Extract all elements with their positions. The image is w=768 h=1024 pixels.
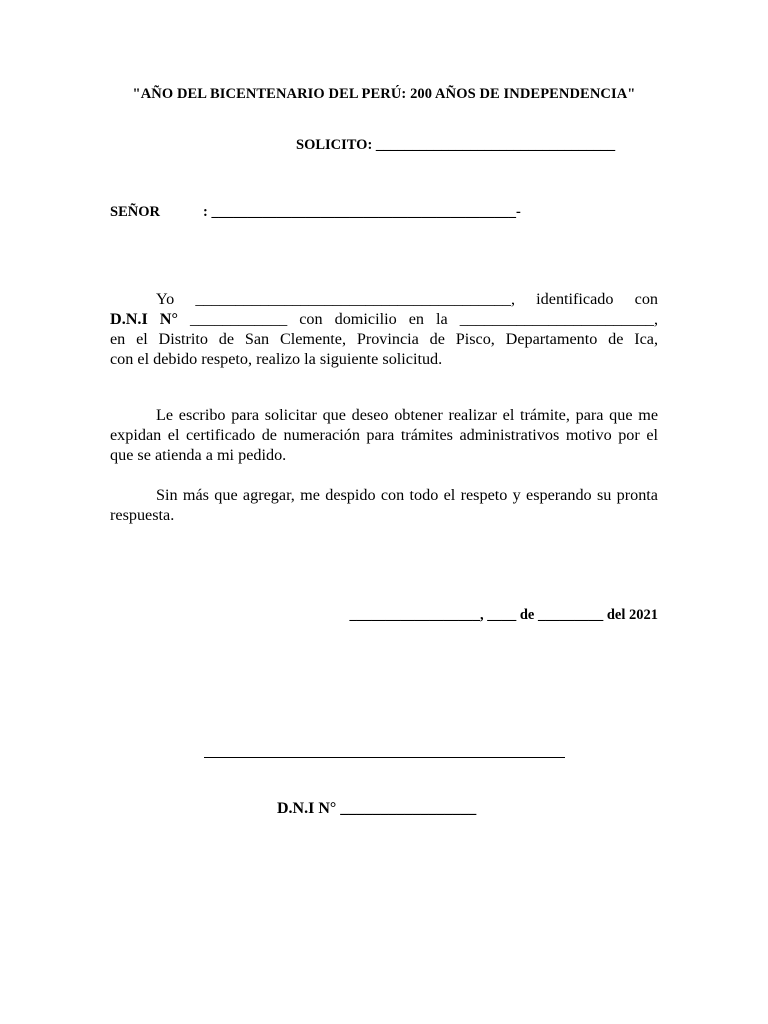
month-blank: _________	[537, 607, 604, 623]
signature-dni-label: D.N.I N°	[277, 800, 337, 817]
date-line	[349, 607, 658, 624]
addressee-separator: :	[203, 204, 208, 220]
paragraph-request	[110, 405, 658, 465]
date-year: del 2021	[606, 607, 658, 623]
subject-label: SOLICITO:	[296, 137, 373, 153]
p2-text: Le escribo para solicitar que deseo obtener realizar el trámite, para que me expidan el certificado de numeración para trámites administrativos motivo por el que se atienda a mi pedido.	[110, 406, 658, 464]
addressee-blank: __________________________________________	[211, 204, 516, 220]
p1-line-3: en el Distrito de San Clemente, Provincia de Pisco, Departamento de Ica,	[110, 330, 658, 348]
p1-identified: , identificado con	[510, 290, 659, 308]
day-blank: ____	[487, 607, 517, 623]
signature-line	[204, 757, 565, 758]
place-blank: __________________	[349, 607, 480, 623]
p1-line-1	[110, 289, 658, 309]
date-de: de	[519, 607, 535, 623]
paragraph-closing	[110, 485, 658, 525]
signature-dni	[277, 800, 476, 818]
addressee-line	[110, 204, 521, 221]
name-blank: _______________________________________	[195, 290, 511, 308]
p1-yo: Yo	[156, 290, 175, 308]
paragraph-identification	[110, 289, 658, 369]
signature-dni-blank: _________________	[340, 800, 477, 817]
date-comma: ,	[479, 607, 484, 623]
addressee-end: -	[515, 204, 521, 220]
p1-comma: ,	[654, 310, 659, 328]
address-blank: ________________________	[459, 310, 654, 328]
dni-label: D.N.I N°	[110, 310, 178, 328]
dni-blank: ____________	[190, 310, 288, 328]
p1-address: con domicilio en la	[299, 310, 448, 328]
subject-blank: _________________________________	[375, 137, 616, 153]
subject-line	[296, 137, 615, 154]
addressee-label: SEÑOR	[110, 204, 160, 220]
p1-line-2	[110, 309, 658, 329]
p3-text: Sin más que agregar, me despido con todo el respeto y esperando su pronta respuesta.	[110, 486, 658, 524]
p1-line-4: con el debido respeto, realizo la siguiente solicitud.	[110, 350, 443, 368]
document-motto: "AÑO DEL BICENTENARIO DEL PERÚ: 200 AÑOS DE INDEPENDENCIA"	[132, 86, 636, 102]
